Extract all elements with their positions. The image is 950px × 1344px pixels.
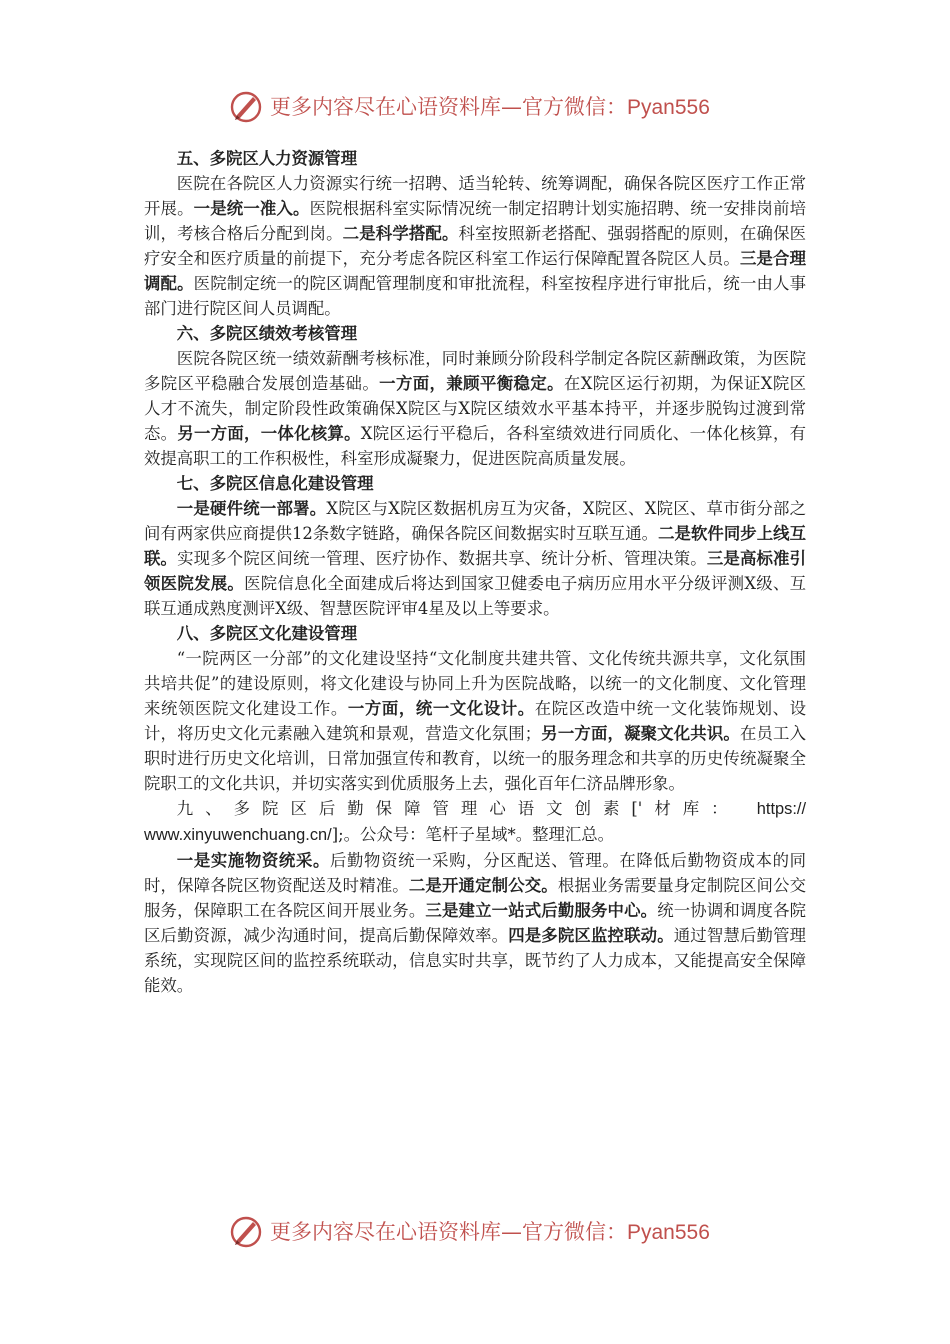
section-6-heading: 六、多院区绩效考核管理 bbox=[176, 324, 358, 343]
pen-logo-icon bbox=[228, 1213, 264, 1249]
header-banner bbox=[228, 86, 748, 126]
section-9-paragraph: 一是实施物资统采。后勤物资统一采购，分区配送、管理。在降低后勤物资成本的同时，保障各院区物资配送及时精准。二是开通定制公交。根据业务需要量身定制院区间公交服务，保障职工在各院区间开展业务。三是建立一站式后勤服务中心。统一协调和调度各院区后勤资源，减少沟通时间，提高后勤保障效率。四是多院区监控联动。通过智慧后勤管理系统，实现院区间的监控系统联动，信息实时共享，既节约了人力成本，又能提高安全保障能效。 bbox=[144, 851, 807, 995]
section-5-paragraph: 医院在各院区人力资源实行统一招聘、适当轮转、统筹调配，确保各院区医疗工作正常开展。一是统一准入。医院根据科室实际情况统一制定招聘计划实施招聘、统一安排岗前培训，考核合格后分配到岗。二是科学搭配。科室按照新老搭配、强弱搭配的原则，在确保医疗安全和医疗质量的前提下，充分考虑各院区科室工作运行保障配置各院区人员。三是合理调配。医院制定统一的院区调配管理制度和审批流程，科室按程序进行审批后，统一由人事部门进行院区间人员调配。 bbox=[144, 174, 807, 318]
section-5-heading: 五、多院区人力资源管理 bbox=[176, 149, 358, 168]
section-7-heading: 七、多院区信息化建设管理 bbox=[176, 474, 374, 493]
pen-logo-icon bbox=[228, 88, 264, 124]
section-6-paragraph: 医院各院区统一绩效薪酬考核标准，同时兼顾分阶段科学制定各院区薪酬政策，为医院多院区平稳融合发展创造基础。一方面，兼顾平衡稳定。在X院区运行初期，为保证X院区人才不流失，制定阶段性政策确保X院区与X院区绩效水平基本持平，并逐步脱钩过渡到常态。另一方面，一体化核算。X院区运行平稳后，各科室绩效进行同质化、一体化核算，有效提高职工的工作积极性，科室形成凝聚力，促进医院高质量发展。 bbox=[144, 349, 807, 468]
banner-text: 更多内容尽在心语资料库—官方微信：Pyan556 bbox=[270, 1220, 710, 1244]
section-7-paragraph: 一是硬件统一部署。X院区与X院区数据机房互为灾备，X院区、X院区、草市街分部之间有两家供应商提供12条数字链路，确保各院区间数据实时互联互通。二是软件同步上线互联。实现多个院区间统一管理、医疗协作、数据共享、统计分析、管理决策。三是高标准引领医院发展。医院信息化全面建成后将达到国家卫健委电子病历应用水平分级评测X级、互联互通成熟度测评X级、智慧医院评审4星及以上等要求。 bbox=[144, 499, 807, 618]
section-8-paragraph: “一院两区一分部”的文化建设坚持“文化制度共建共管、文化传统共源共享，文化氛围共培共促”的建设原则，将文化建设与协同上升为医院战略，以统一的文化制度、文化管理来统领医院文化建设工作。一方面，统一文化设计。在院区改造中统一文化装饰规划、设计，将历史文化元素融入建筑和景观，营造文化氛围；另一方面，凝聚文化共识。在员工入职时进行历史文化培训，日常加强宣传和教育，以统一的服务理念和共享的历史传统凝聚全院职工的文化共识，并切实落实到优质服务上去，强化百年仁济品牌形象。 bbox=[144, 649, 807, 793]
footer-banner bbox=[228, 1211, 748, 1251]
document-body bbox=[144, 146, 806, 998]
section-8-heading: 八、多院区文化建设管理 bbox=[176, 624, 358, 643]
section-9-heading-continued: www.xinyuwenchuang.cn/];。公众号：笔杆子星域*。整理汇总。 bbox=[144, 825, 615, 844]
section-9-heading: 九、多院区后勤保障管理心语文创素['材库： https:// bbox=[176, 799, 806, 818]
banner-text: 更多内容尽在心语资料库—官方微信：Pyan556 bbox=[270, 95, 710, 119]
